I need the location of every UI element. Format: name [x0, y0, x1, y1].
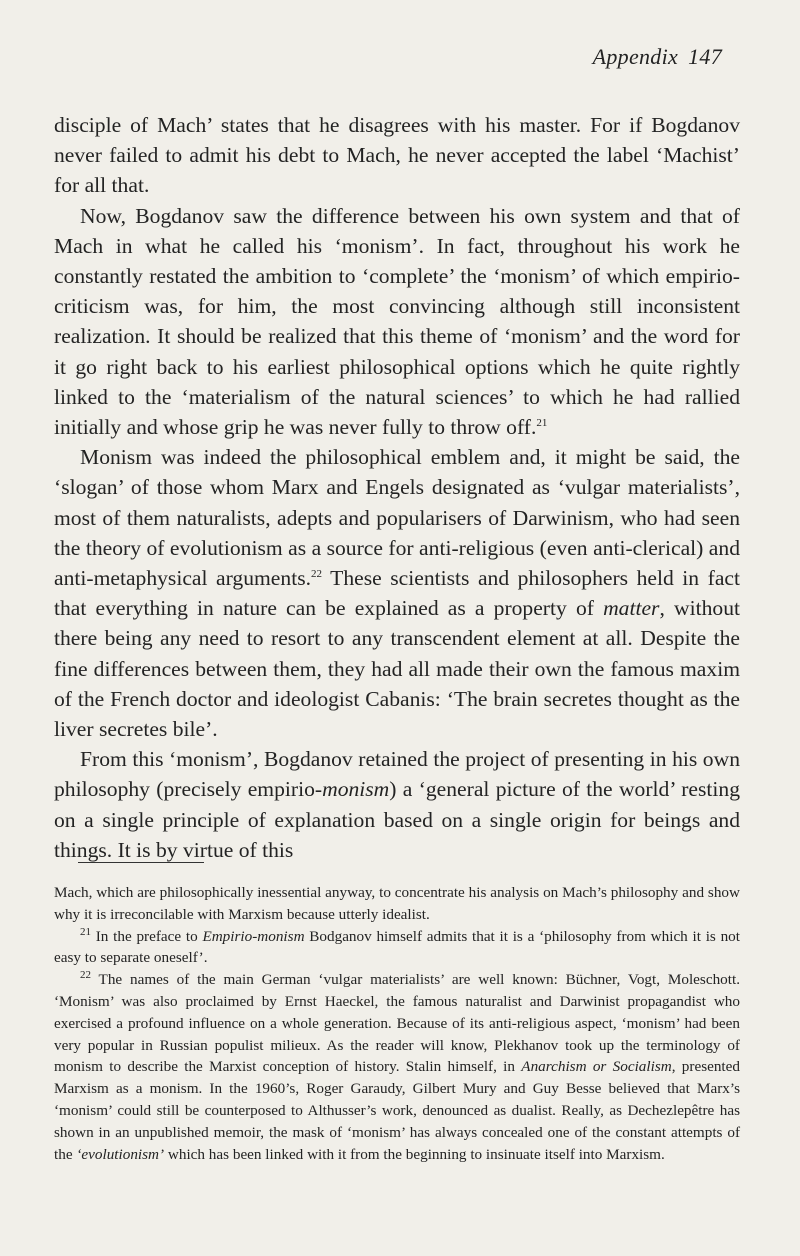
paragraph-1 [54, 110, 740, 201]
footnote-22-emphasis-2: ‘evolutionism’ [76, 1145, 165, 1163]
paragraph-2 [54, 201, 740, 443]
footnote-continued-text: Mach, which are philosophically inessential anyway, to concentrate his analysis on Mach’s philosophy and show why it is irreconcilable with Marxism because utterly idealist. [54, 884, 740, 923]
paragraph-1-text: disciple of Mach’ states that he disagrees with his master. For if Bogdanov never failed to admit his debt to Mach, he never accepted the label ‘Machist’ for all that. [54, 113, 740, 198]
paragraph-2-text: Now, Bogdanov saw the difference between his own system and that of Mach in what he called his ‘monism’. In fact, throughout his work he constantly restated the ambition to ‘complete’ the ‘monism’ of which empirio-criticism was, for him, the most convincing although still inconsistent realization. It should be realized that this theme of ‘monism’ and the word for it go right back to his earliest philosophical options which he quite rightly linked to the ‘materialism of the natural sciences’ to which he had rallied initially and whose grip he was never fully to throw off. [54, 203, 740, 440]
footnote-22-number: 22 [80, 969, 91, 982]
footnote-22-emphasis-1: Anarchism or Socialism [521, 1058, 672, 1076]
paragraph-3-text-b: These scientists and philosophers held in fact that everything in nature can be explained as a property of [54, 566, 740, 621]
footnote-22-text-a: The names of the main German ‘vulgar materialists’ are well known: Büchner, Vogt, Moleschott. ‘Monism’ was also proclaimed by Ernst Haeckel, the famous naturalist and Darwinist propagandist who exercised a profound influence on a whole generation. Because of its anti-religious aspect, ‘monism’ had been very popular in Russian populist milieux. As the reader will know, Plekhanov took up the terminology of monism to describe the Marxist conception of history. Stalin himself, in [54, 971, 740, 1076]
footnote-21-text-b: Bodganov himself admits that it is a ‘philosophy from which it is not easy to separate oneself’. [54, 927, 740, 967]
footnotes [54, 882, 740, 1165]
body-text [54, 110, 740, 865]
footnote-22-text-b: , presented Marxism as a monism. In the 1960’s, Roger Garaudy, Gilbert Mury and Guy Besse believed that Marx’s ‘monism’ could still be counterposed to Althusser’s work, denounced as dualist. Really, as Dechezlepêtre has shown in an unpublished memoir, the mask of ‘monism’ has always concealed one of the constant attempts of the [54, 1058, 740, 1163]
running-header [593, 44, 722, 70]
footnote-ref-21: 21 [536, 416, 548, 429]
footnote-22-text-c: which has been linked with it from the beginning to insinuate itself into Marxism. [164, 1145, 665, 1163]
header-title: Appendix [592, 44, 679, 69]
paragraph-3-emphasis: matter [603, 596, 660, 621]
paragraph-4-text-b: ) a ‘general picture of the world’ resting on a single principle of explanation based on a single origin for beings and things. It is by virtue of this [54, 777, 740, 862]
footnote-continued [54, 882, 740, 926]
page-number: 147 [688, 44, 722, 69]
footnote-21-number: 21 [80, 925, 91, 938]
footnote-21-text-a: In the preface to [91, 927, 203, 945]
paragraph-3-text-c: , without there being any need to resort to any transcendent element at all. Despite the fine differences between them, they had all made their own the famous maxim of the French doctor and ideologist Cabanis: ‘The brain secretes thought as the liver secretes bile’. [54, 596, 740, 742]
paragraph-4 [54, 744, 740, 865]
footnote-22 [54, 969, 740, 1165]
paragraph-4-text-a: From this ‘monism’, Bogdanov retained the project of presenting in his own philosophy (precisely empirio- [54, 747, 740, 802]
paragraph-4-emphasis: monism [322, 777, 390, 802]
paragraph-3 [54, 442, 740, 744]
paragraph-3-text-a: Monism was indeed the philosophical emblem and, it might be said, the ‘slogan’ of those whom Marx and Engels designated as ‘vulgar materialists’, most of them naturalists, adepts and popularisers of Darwinism, who had seen the theory of evolutionism as a source for anti-religious (even anti-clerical) and anti-metaphysical arguments. [54, 445, 740, 591]
footnote-ref-22: 22 [311, 567, 322, 580]
footnote-21-emphasis: Empirio-monism [202, 927, 305, 945]
footnote-divider [78, 862, 204, 863]
footnote-21 [54, 926, 740, 970]
